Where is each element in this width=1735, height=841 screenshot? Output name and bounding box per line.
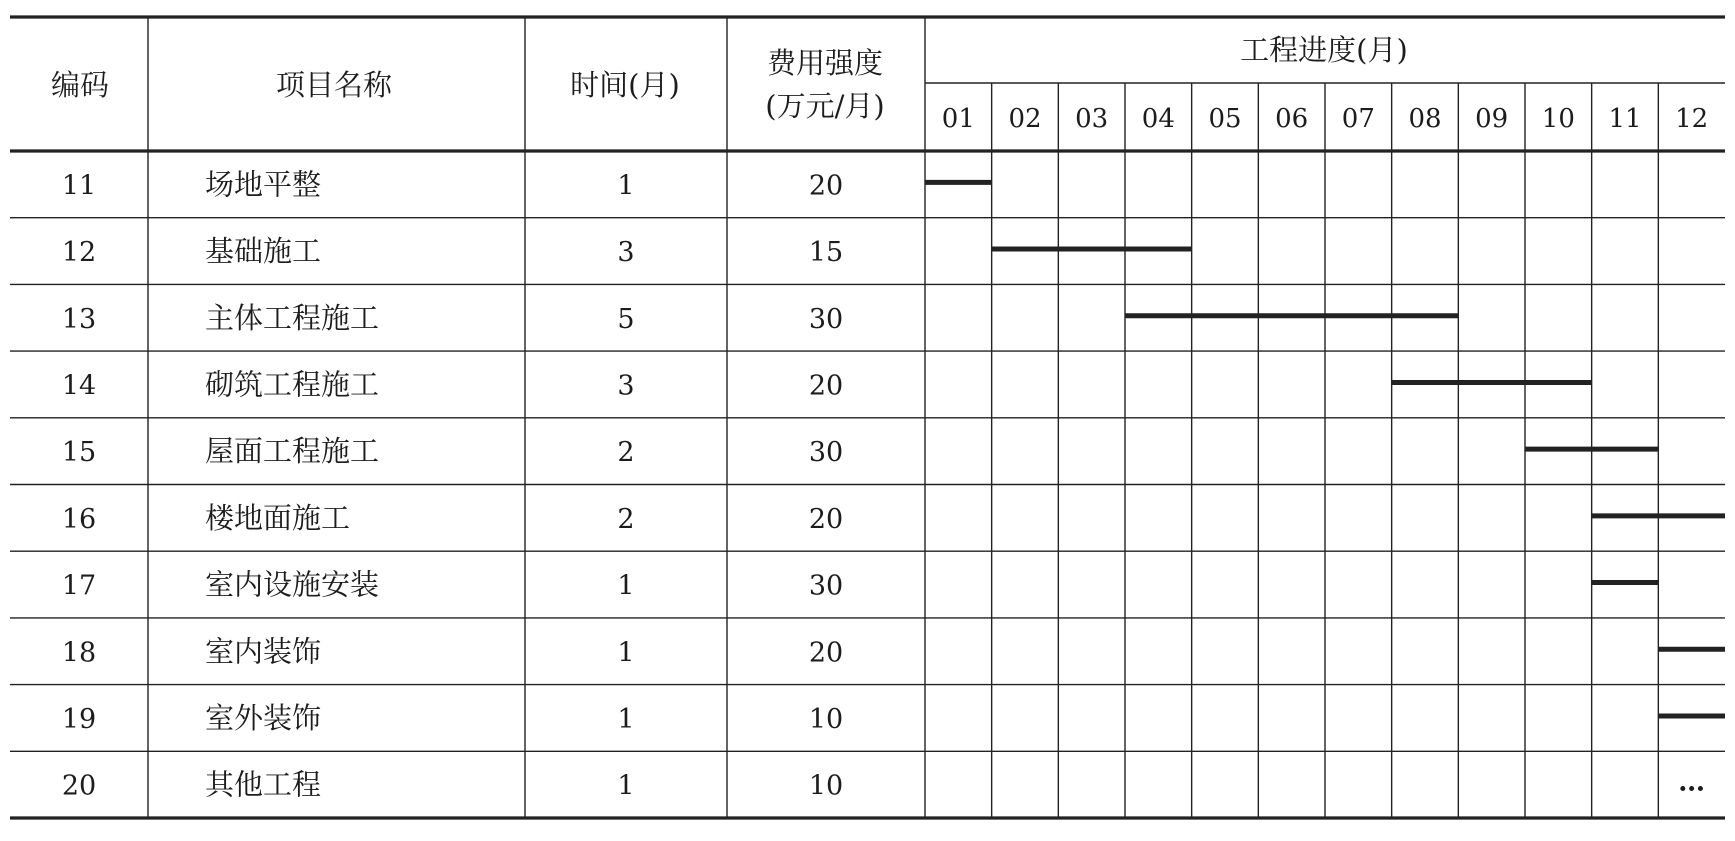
row-cost: 20 bbox=[808, 637, 844, 669]
row-code: 14 bbox=[61, 370, 97, 402]
month-label: 08 bbox=[1408, 104, 1442, 134]
row-duration: 2 bbox=[617, 503, 635, 535]
month-label: 07 bbox=[1341, 104, 1375, 134]
month-label: 01 bbox=[941, 104, 975, 134]
row-cost: 20 bbox=[808, 503, 844, 535]
row-cost: 20 bbox=[808, 170, 844, 202]
row-name: 主体工程施工 bbox=[205, 300, 380, 335]
table-row bbox=[62, 501, 843, 535]
month-label: 05 bbox=[1208, 104, 1242, 134]
header-code: 编码 bbox=[50, 68, 110, 102]
row-name: 室内设施安装 bbox=[205, 567, 380, 602]
row-code: 16 bbox=[61, 503, 97, 535]
table-row bbox=[62, 234, 843, 268]
row-duration: 1 bbox=[617, 570, 635, 602]
row-cost: 15 bbox=[808, 237, 844, 269]
row-cost: 10 bbox=[808, 770, 844, 802]
month-label: 02 bbox=[1008, 104, 1042, 134]
month-label: 04 bbox=[1141, 104, 1175, 134]
month-label: 10 bbox=[1541, 104, 1575, 134]
row-name: 屋面工程施工 bbox=[205, 434, 380, 469]
table-row bbox=[62, 367, 843, 401]
month-label: 03 bbox=[1075, 104, 1109, 134]
month-label: 11 bbox=[1608, 104, 1642, 134]
row-name: 砌筑工程施工 bbox=[205, 367, 380, 402]
row-duration: 1 bbox=[617, 637, 635, 669]
row-name: 场地平整 bbox=[205, 167, 322, 202]
table-row bbox=[62, 701, 843, 735]
row-name: 室内装饰 bbox=[205, 634, 322, 669]
row-duration: 5 bbox=[617, 303, 635, 335]
row-duration: 1 bbox=[617, 170, 635, 202]
month-label: 09 bbox=[1475, 104, 1509, 134]
row-code: 12 bbox=[61, 237, 97, 269]
row-duration: 3 bbox=[617, 370, 635, 402]
row-cost: 30 bbox=[808, 437, 844, 469]
row-cost: 30 bbox=[808, 303, 844, 335]
row-cost: 20 bbox=[808, 370, 844, 402]
row-code: 20 bbox=[61, 770, 97, 802]
row-cost: 30 bbox=[808, 570, 844, 602]
row-code: 11 bbox=[61, 170, 97, 202]
header-cost-line2: (万元/月) bbox=[765, 89, 885, 123]
row-code: 13 bbox=[61, 303, 97, 335]
row-name: 室外装饰 bbox=[205, 700, 322, 735]
table-row bbox=[62, 167, 843, 201]
row-duration: 1 bbox=[617, 703, 635, 735]
row-cost: 10 bbox=[808, 703, 844, 735]
row-code: 15 bbox=[61, 437, 97, 469]
row-duration: 1 bbox=[617, 770, 635, 802]
row-name: 楼地面施工 bbox=[205, 500, 351, 535]
table-row bbox=[62, 634, 843, 668]
row-code: 18 bbox=[61, 637, 97, 669]
header-cost-line1: 费用强度 bbox=[766, 46, 884, 80]
header-progress: 工程进度(月) bbox=[1240, 33, 1408, 67]
table-row bbox=[62, 568, 843, 602]
table-grid bbox=[10, 17, 1725, 818]
row-code: 19 bbox=[61, 703, 97, 735]
row-name: 基础施工 bbox=[205, 234, 322, 269]
header-name: 项目名称 bbox=[275, 68, 393, 102]
header-duration: 时间(月) bbox=[570, 68, 680, 102]
row-code: 17 bbox=[61, 570, 97, 602]
month-label: 12 bbox=[1675, 104, 1709, 134]
table-row bbox=[62, 301, 843, 335]
row-duration: 3 bbox=[617, 237, 635, 269]
table-row bbox=[62, 434, 843, 468]
month-label: 06 bbox=[1275, 104, 1309, 134]
row-duration: 2 bbox=[617, 437, 635, 469]
row-ellipsis: … bbox=[1678, 766, 1706, 798]
row-name: 其他工程 bbox=[205, 767, 322, 802]
